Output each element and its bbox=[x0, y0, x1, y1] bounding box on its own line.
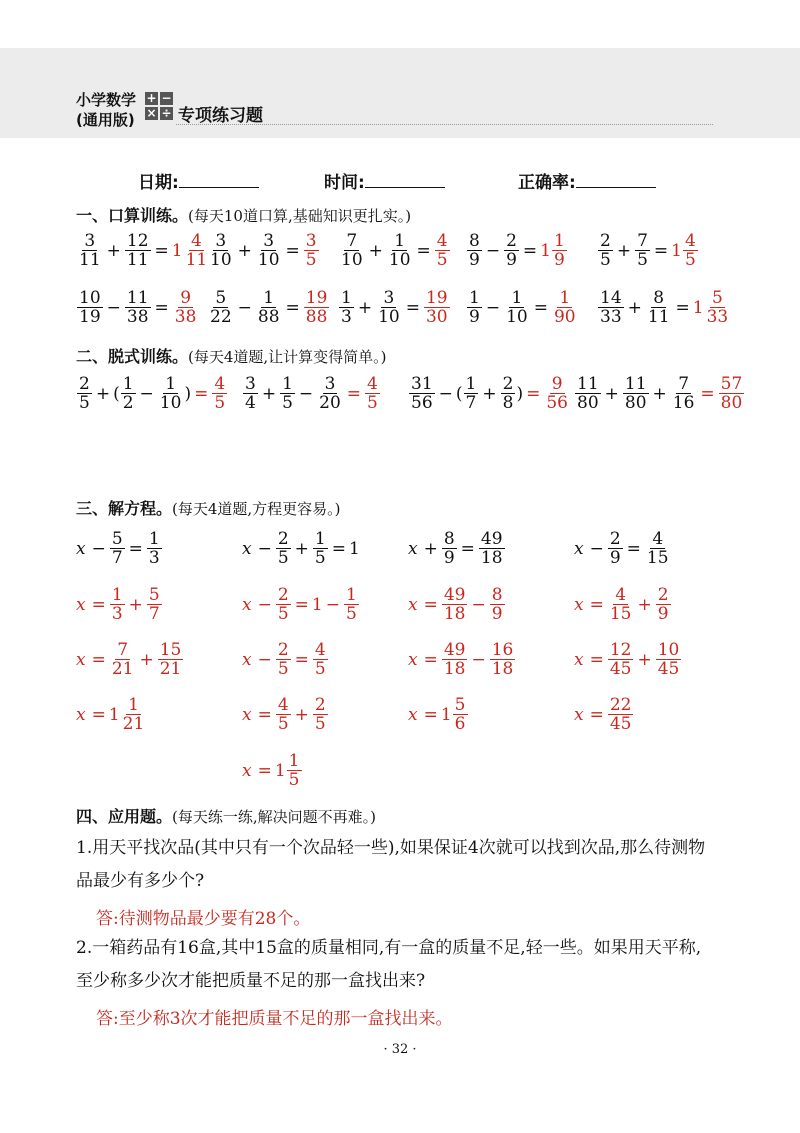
date-field: 日期: bbox=[138, 168, 259, 193]
oral-problem: 7 10 + $\frac{1}{10}$ = $\frac{4}{5}$ bbox=[341, 231, 448, 270]
word-problem-2: 2.一箱药品有16盒,其中15盒的质量相同,有一盒的质量不足,轻一些。如果用天平称,至少称多少次才能把质量不足的那一盒找出来? bbox=[76, 938, 702, 991]
equation-answer: x = 1 5 6 bbox=[408, 695, 466, 734]
section-word-title: 四、应用题。(每天练一练,解决问题不再难。) bbox=[76, 807, 376, 826]
simplify-problem: 31 56 − ( 1 7 + $\frac{2}{8}$ ) = $\frac{9}{56}$ bbox=[411, 374, 568, 413]
time-field: 时间: bbox=[324, 168, 445, 193]
accuracy-field: 正确率: bbox=[518, 168, 656, 193]
oral-problem: 5 22 − $\frac{1}{88}$ = $\frac{19}{88}$ bbox=[210, 288, 328, 327]
series-label: 小学数学 (通用版) bbox=[76, 91, 137, 129]
equation-problem: x − $\frac{2}{5}$ + $\frac{1}{5}$ = 1 bbox=[242, 529, 360, 568]
simplify-problem: 2 5 + ( 1 2 − $\frac{1}{10}$ ) = $\frac{4}{5}$ bbox=[79, 374, 226, 413]
section-oral-title: 一、口算训练。(每天10道口算,基础知识更扎实。) bbox=[76, 206, 412, 225]
times-icon: × bbox=[146, 106, 157, 120]
equation-step: x = $\frac{49}{18}$ − $\frac{16}{18}$ bbox=[408, 640, 514, 679]
equation-step: x = $\frac{49}{18}$ − $\frac{8}{9}$ bbox=[408, 585, 503, 624]
equation-problem: x − $\frac{2}{9}$ = $\frac{4}{15}$ bbox=[574, 529, 669, 568]
equation-answer: x = 1 1 5 bbox=[242, 751, 300, 790]
oral-problem: 8 9 − $\frac{2}{9}$ = 1 1 9 bbox=[469, 231, 565, 270]
header-divider bbox=[176, 124, 713, 125]
oral-problem: 14 33 + $\frac{8}{11}$ = 1 5 33 bbox=[600, 288, 729, 327]
equation-step: x = $\frac{12}{45}$ + $\frac{10}{45}$ bbox=[574, 640, 680, 679]
oral-problem: 1 3 + $\frac{3}{10}$ = $\frac{19}{30}$ bbox=[341, 288, 448, 327]
oral-problem: 10 19 − $\frac{11}{38}$ = $\frac{9}{38}$ bbox=[79, 288, 197, 327]
page-number: · 32 · bbox=[383, 1042, 417, 1057]
divide-icon: ÷ bbox=[161, 106, 172, 120]
oral-problem: 1 9 − $\frac{1}{10}$ = $\frac{1}{90}$ bbox=[469, 288, 576, 327]
equation-answer: x = $\frac{22}{45}$ bbox=[574, 695, 632, 734]
plus-icon: + bbox=[146, 91, 157, 105]
equation-step: x − $\frac{2}{5}$ = $\frac{4}{5}$ bbox=[242, 640, 326, 679]
simplify-problem: 3 4 + $\frac{1}{5}$ − $\frac{3}{20}$ = $\frac{4}{5}$ bbox=[245, 374, 378, 413]
equation-step: x = $\frac{4}{15}$ + $\frac{2}{9}$ bbox=[574, 585, 669, 624]
equation-answer: x = 1 1 21 bbox=[76, 695, 145, 734]
word-answer-1: 答:待测物品最少要有28个。 bbox=[96, 909, 311, 929]
equation-step: x = $\frac{7}{21}$ + $\frac{15}{21}$ bbox=[76, 640, 182, 679]
equation-problem: x − $\frac{5}{7}$ = $\frac{1}{3}$ bbox=[76, 529, 160, 568]
section-equation-title: 三、解方程。(每天4道题,方程更容易。) bbox=[76, 499, 341, 518]
word-answer-2: 答:至少称3次才能把质量不足的那一盒找出来。 bbox=[96, 1009, 453, 1029]
word-problem-1: 1.用天平找次品(其中只有一个次品轻一些),如果保证4次就可以找到次品,那么待测物品最少有多少个? bbox=[76, 838, 706, 891]
equation-problem: x + $\frac{8}{9}$ = $\frac{49}{18}$ bbox=[408, 529, 503, 568]
equation-step: x = $\frac{4}{5}$ + $\frac{2}{5}$ bbox=[242, 695, 326, 734]
page-title: 专项练习题 bbox=[178, 106, 263, 126]
oral-problem: 3 11 + $\frac{12}{11}$ = 1 4 11 bbox=[79, 231, 208, 270]
oral-problem: 3 10 + $\frac{3}{10}$ = $\frac{3}{5}$ bbox=[210, 231, 317, 270]
equation-step: x − $\frac{2}{5}$ = 1 − $\frac{1}{5}$ bbox=[242, 585, 357, 624]
operator-icons bbox=[145, 92, 173, 120]
simplify-problem: 11 80 + $\frac{11}{80}$ + $\frac{7}{16}$ = $\frac{57}{80}$ bbox=[577, 374, 743, 413]
oral-problem: 2 5 + $\frac{7}{5}$ = 1 4 5 bbox=[600, 231, 696, 270]
section-simplify-title: 二、脱式训练。(每天4道题,让计算变得简单。) bbox=[76, 347, 387, 366]
equation-step: x = $\frac{1}{3}$ + $\frac{5}{7}$ bbox=[76, 585, 160, 624]
minus-icon: − bbox=[161, 91, 172, 105]
